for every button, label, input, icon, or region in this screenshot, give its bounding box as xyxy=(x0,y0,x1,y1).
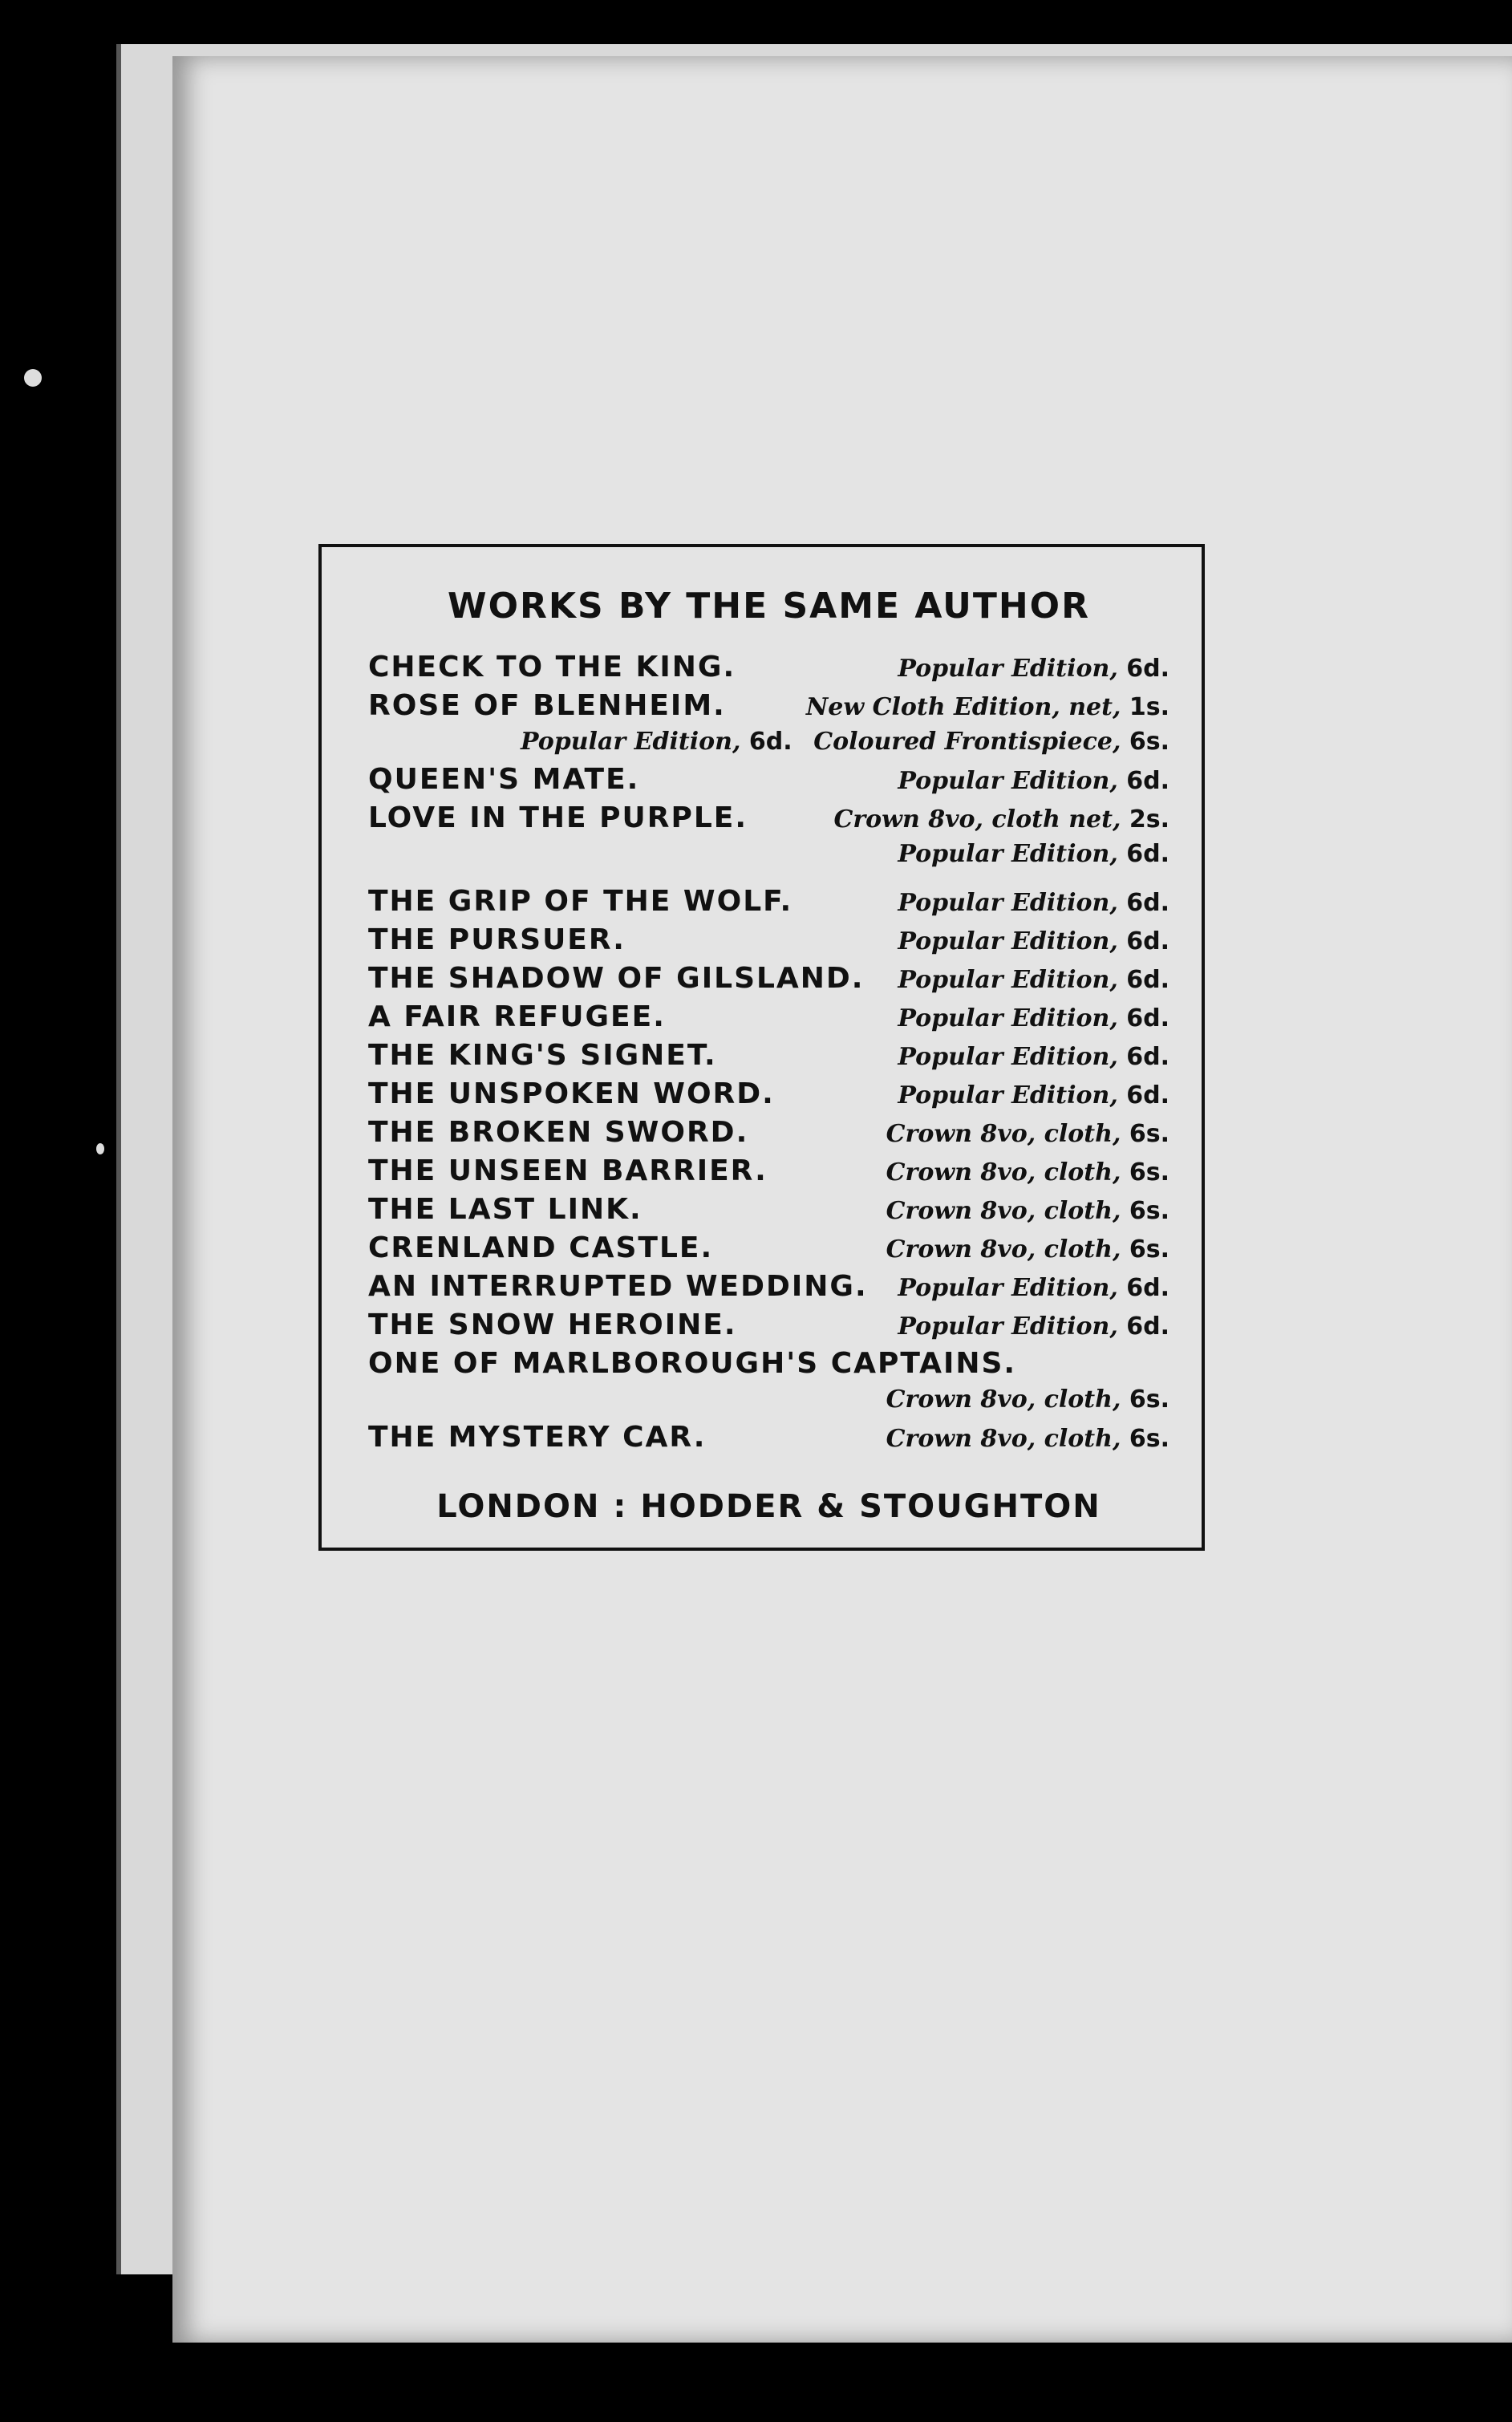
speck xyxy=(96,1143,104,1154)
book-title: THE LAST LINK. xyxy=(368,1193,642,1226)
book-title: ONE OF MARLBOROUGH'S CAPTAINS. xyxy=(368,1347,1017,1380)
book-title: THE UNSPOKEN WORD. xyxy=(368,1077,775,1110)
book-title: THE KING'S SIGNET. xyxy=(368,1039,717,1072)
book-row xyxy=(368,1270,1169,1308)
book-title: A FAIR REFUGEE. xyxy=(368,1000,666,1033)
book-title: THE UNSEEN BARRIER. xyxy=(368,1154,768,1187)
book-row xyxy=(368,1116,1169,1154)
book-title: THE SNOW HEROINE. xyxy=(368,1308,737,1341)
book-edition: Crown 8vo, cloth, 6s. xyxy=(886,1235,1169,1264)
book-title: CRENLAND CASTLE. xyxy=(368,1231,714,1264)
book-row xyxy=(368,1347,1169,1385)
book-row xyxy=(368,1077,1169,1116)
advert-box xyxy=(318,544,1205,1551)
book-edition: Popular Edition, 6d. xyxy=(898,1004,1169,1032)
book-edition: Popular Edition, 6d. xyxy=(898,840,1169,868)
book-title: THE SHADOW OF GILSLAND. xyxy=(368,962,865,995)
book-sub-row xyxy=(368,840,1169,875)
book-edition: Popular Edition, 6d. xyxy=(898,1274,1169,1302)
book-sub-row xyxy=(368,728,1169,763)
book-edition: Crown 8vo, cloth net, 2s. xyxy=(833,805,1169,834)
book-edition: Crown 8vo, cloth, 6s. xyxy=(886,1158,1169,1187)
book-row xyxy=(368,1039,1169,1077)
book-row xyxy=(368,885,1169,923)
book-title: THE BROKEN SWORD. xyxy=(368,1116,749,1149)
book-edition: Crown 8vo, cloth, 6s. xyxy=(886,1197,1169,1225)
book-edition: Crown 8vo, cloth, 6s. xyxy=(886,1425,1169,1453)
book-row xyxy=(368,763,1169,801)
book-edition: Coloured Frontispiece, 6s. xyxy=(813,728,1169,756)
book-row xyxy=(368,689,1169,728)
book-edition: Crown 8vo, cloth, 6s. xyxy=(886,1120,1169,1148)
book-edition: Popular Edition, 6d. xyxy=(898,889,1169,917)
book-row xyxy=(368,962,1169,1000)
book-row xyxy=(368,1308,1169,1347)
book-title: ROSE OF BLENHEIM. xyxy=(368,689,726,722)
book-title: CHECK TO THE KING. xyxy=(368,651,736,684)
book-row xyxy=(368,1231,1169,1270)
book-title: AN INTERRUPTED WEDDING. xyxy=(368,1270,868,1303)
book-title: THE GRIP OF THE WOLF. xyxy=(368,885,793,918)
book-edition: Popular Edition, 6d. xyxy=(898,966,1169,994)
book-sub-row xyxy=(368,1385,1169,1421)
book-edition: Popular Edition, 6d. xyxy=(898,1312,1169,1341)
book-row xyxy=(368,1000,1169,1039)
book-title: LOVE IN THE PURPLE. xyxy=(368,801,748,834)
book-title: QUEEN'S MATE. xyxy=(368,763,640,796)
book-title: THE MYSTERY CAR. xyxy=(368,1421,707,1454)
book-edition: Popular Edition, 6d. xyxy=(898,655,1169,683)
book-edition: Crown 8vo, cloth, 6s. xyxy=(886,1385,1169,1414)
book-edition: New Cloth Edition, net, 1s. xyxy=(805,693,1169,721)
book-edition: Popular Edition, 6d. xyxy=(898,927,1169,955)
publisher-line: LONDON : HODDER & STOUGHTON xyxy=(436,1488,1101,1525)
book-edition: Popular Edition, 6d. xyxy=(521,728,792,756)
book-row xyxy=(368,1421,1169,1459)
speck xyxy=(24,369,42,387)
book-edition: Popular Edition, 6d. xyxy=(898,1043,1169,1071)
book-row xyxy=(368,1154,1169,1193)
book-title: THE PURSUER. xyxy=(368,923,626,956)
book-row xyxy=(368,923,1169,962)
book-row xyxy=(368,801,1169,840)
book-row xyxy=(368,1193,1169,1231)
book-edition: Popular Edition, 6d. xyxy=(898,1081,1169,1110)
advert-title: WORKS BY THE SAME AUTHOR xyxy=(448,586,1090,627)
book-edition: Popular Edition, 6d. xyxy=(898,767,1169,795)
book-row xyxy=(368,651,1169,689)
